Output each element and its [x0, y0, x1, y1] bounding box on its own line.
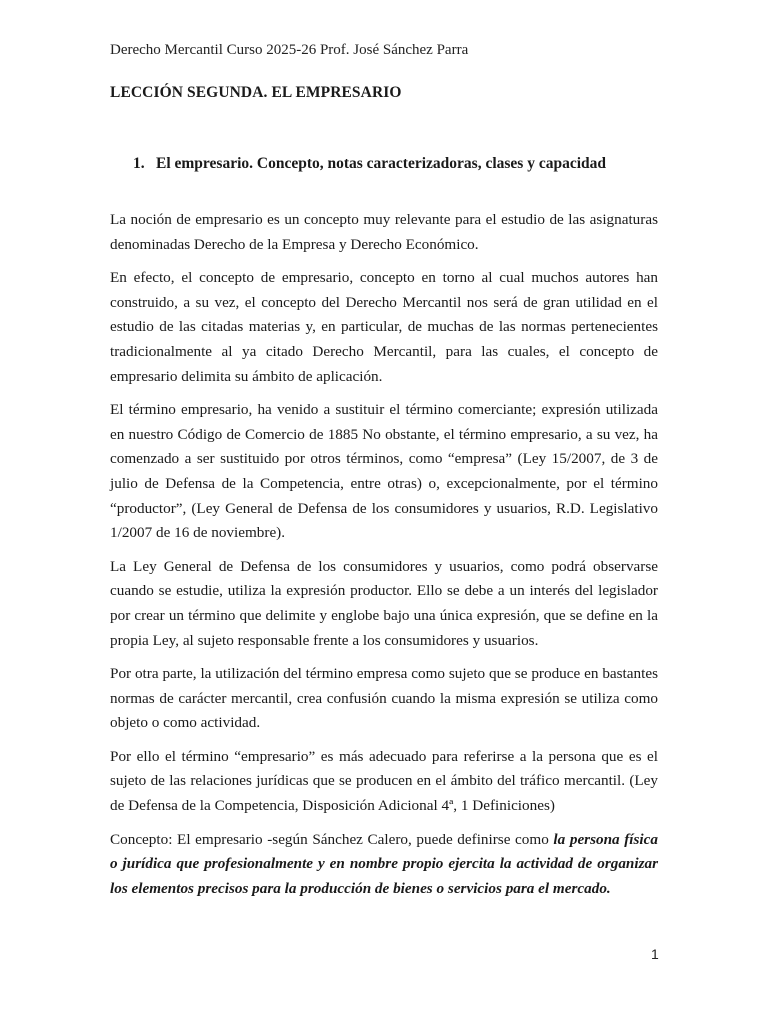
paragraph: Por otra parte, la utilización del término empresa como sujeto que se produce en bastantes normas de carácter mercantil, crea confusión cuando la misma expresión se utiliza como objeto o como actividad. — [110, 665, 658, 732]
concept-paragraph — [110, 828, 658, 902]
lesson-title: LECCIÓN SEGUNDA. EL EMPRESARIO — [110, 84, 402, 101]
paragraph: La Ley General de Defensa de los consumidores y usuarios, como podrá observarse cuando se estudie, utiliza la expresión productor. Ello se debe a un interés del legislador por crear un término que delimite y englobe bajo una única expresión, que se define en la propia Ley, al sujeto responsable frente a los consumidores y usuarios. — [110, 557, 658, 649]
page-number: 1 — [651, 946, 659, 962]
running-header: Derecho Mercantil Curso 2025-26 Prof. José Sánchez Parra — [110, 42, 469, 58]
section-number: 1. — [133, 155, 145, 172]
body-text — [110, 208, 658, 910]
concept-definition: la persona física o jurídica que profesionalmente y en nombre propio ejercita la actividad de organizar los elementos precisos para la producción de bienes o servicios para el mercado. — [110, 830, 658, 897]
paragraph: El término empresario, ha venido a sustituir el término comerciante; expresión utilizada en nuestro Código de Comercio de 1885 No obstante, el término empresario, a su vez, ha comenzado a ser sustituido por otros términos, como “empresa” (Ley 15/2007, de 3 de julio de Defensa de la Competencia, entre otras) o, excepcionalmente, por el término “productor”, (Ley General de Defensa de los consumidores y usuarios, R.D. Legislativo 1/2007 de 16 de noviembre). — [110, 401, 658, 542]
paragraph: Por ello el término “empresario” es más adecuado para referirse a la persona que es el sujeto de las relaciones jurídicas que se producen en el ámbito del tráfico mercantil. (Ley de Defensa de la Competencia, Disposición Adicional 4ª, 1 Definiciones) — [110, 747, 658, 815]
section-heading — [133, 155, 606, 173]
paragraph: La noción de empresario es un concepto muy relevante para el estudio de las asignaturas denominadas Derecho de la Empresa y Derecho Económico. — [110, 211, 658, 253]
paragraph: En efecto, el concepto de empresario, concepto en torno al cual muchos autores han construido, a su vez, el concepto del Derecho Mercantil nos será de gran utilidad en el estudio de las citadas materias y, en particular, de muchas de las normas pertenecientes tradicionalmente al ya citado Derecho Mercantil, para las cuales, el concepto de empresario delimita su ámbito de aplicación. — [110, 269, 658, 385]
concept-lead: Concepto: El empresario -según Sánchez Calero, puede definirse como — [110, 830, 554, 848]
section-title: El empresario. Concepto, notas caracterizadoras, clases y capacidad — [156, 155, 607, 172]
